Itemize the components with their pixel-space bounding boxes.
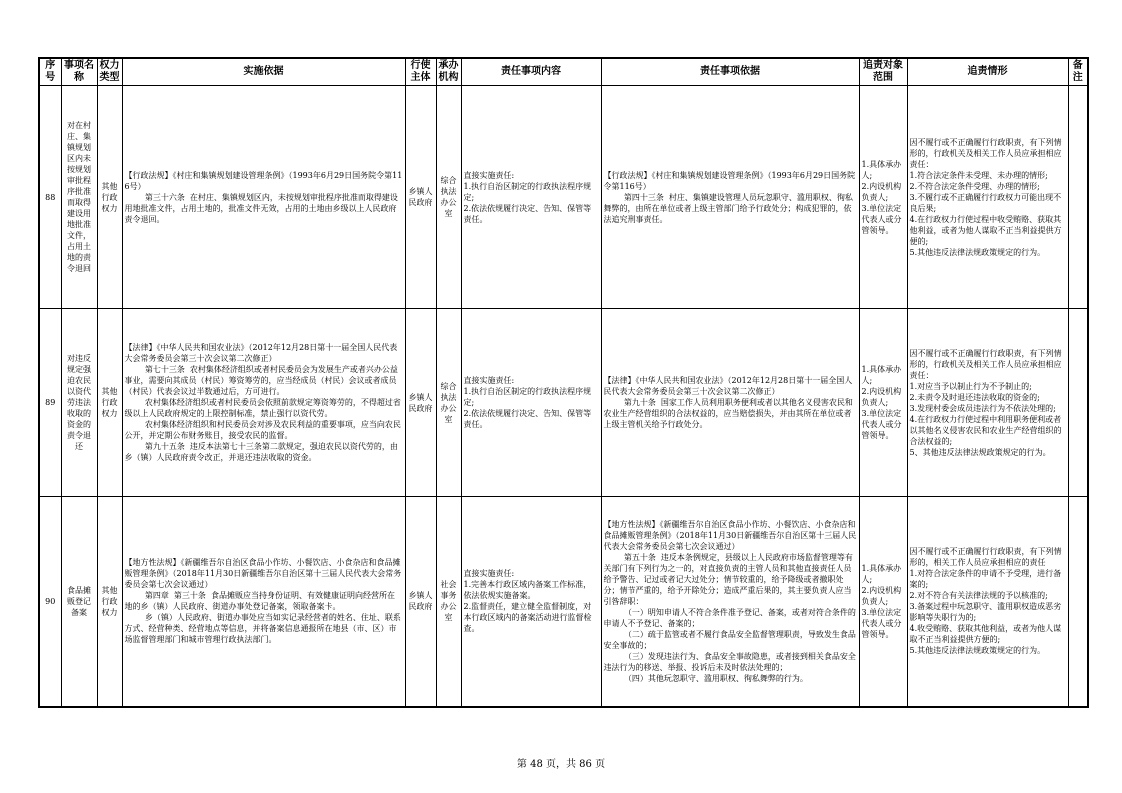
duty-basis-text: 【地方性法规】《新疆维吾尔自治区食品小作坊、小餐饮店、小食杂店和食品摊贩管理条例》（2018年11月30日新疆维吾尔自治区第十三届人民代表大会常务委员会第七次会议通过） 第五十条 违反本条例规定，县级以上人民政府市场监督管理等有关部门有下列行为之一的，对直接负责的主管人员和其他直接责任人员给予警告、记过或者记大过处分；情节较重的，给予降级或者撤职处分；情节严重的，给予开除处分；造成严重后果的，其主要负责人应当引咎辞职： （一）明知申请人不符合条件准予登记、备案，或者对符合条件的申请人不予登记、备案的； （二）疏于监管或者不履行食品安全监督管理职责，导致发生食品安全事故的； （三）发现违法行为、食品安全事故隐患，或者接到相关食品安全违法行为的移送、举报、投诉后未及时依法处理的； （四）其他玩忽职守、滥用职权、徇私舞弊的行为。 <box>603 519 857 683</box>
cell-name: 对在村庄、集镇规划区内未按规划审批程序批准而取得建设用地批准文件，占用土地的责令退回 <box>61 86 97 309</box>
cell-target <box>859 497 907 707</box>
duty-basis-text: 【法律】《中华人民共和国农业法》（2012年12月28日第十一届全国人民代表大会常务委员会第三十次会议第二次修正） 第九十条 国家工作人员利用职务便利或者以其他名义侵害农民和农业生产经营组织的合法权益的，应当赔偿损失，并由其所在单位或者上级主管机关给予行政处分。 <box>603 376 853 429</box>
responsibility-table <box>38 57 1089 708</box>
basis-text: 【法律】《中华人民共和国农业法》（2012年12月28日第十一届全国人民代表大会常务委员会第三十次会议第二次修正） 第七十三条 农村集体经济组织或者村民委员会为发展生产或者兴办公益事业，需要向其成员（村民）筹资筹劳的，应当经成员（村民）会议或者成员（村民）代表会议过半数通过后，方可进行。 农村集体经济组织或者村民委员会依照前款规定筹资筹劳的，不得超过省级以上人民政府规定的上限控制标准，禁止强行以资代劳。 农村集体经济组织和村民委员会对涉及农民利益的重要事项，应当向农民公开，并定期公布财务账目，接受农民的监督。 第九十五条 违反本法第七十三条第二款规定，强迫农民以资代劳的，由乡（镇）人民政府责令改正，并退还违法收取的资金。 <box>124 343 401 462</box>
cell-name: 食品摊贩登记备案 <box>61 497 97 707</box>
cell-duty-basis <box>601 86 859 309</box>
header-note: 备注 <box>1068 58 1088 86</box>
cell-basis <box>122 497 405 707</box>
duty-text: 直接实施责任: 1.执行自治区制定的行政执法程序规定; 2.依法依规履行决定、告知、保管等责任。 <box>463 170 592 224</box>
target-text: 1.具体承办人; 2.内设机构负责人; 3.单位法定代表人或分管领导。 <box>861 159 902 235</box>
cell-note <box>1068 309 1088 497</box>
header-seq: 序号 <box>39 58 61 86</box>
header-target: 追责对象范围 <box>859 58 907 86</box>
situation-text: 因不履行或不正确履行行政职责，有下列情形的，相关工作人员应承担相应的责任 1.对符合法定条件的申请不予受理，进行备案的; 2.对不符合有关法律法规的予以核准的; 3.备案过程中玩忽职守、滥用职权造成恶劣影响等失职行为的; 4.收受贿赂、获取其他利益，或者为他人谋取不正当利益提供方便的; 5.其他违反法律法规政策规定的行为。 <box>909 547 1062 656</box>
cell-subject: 乡镇人民政府 <box>405 497 436 707</box>
situation-text: 因不履行或不正确履行行政职责，有下列情形的，行政机关及相关工作人员应承担相应责任： 1.对应当予以制止行为不予制止的; 2.未责令及时退还违法收取的资金的; 3.发现村委会成员违法行为不依法处理的; 4.在行政权力行使过程中利用职务便利或者以其他名义侵害农民和农业生产经营组织的合法权益的; 5、其他违反法律法规政策规定的行为。 <box>909 348 1062 457</box>
header-basis: 实施依据 <box>122 58 405 86</box>
cell-type: 其他行政权力 <box>97 309 122 497</box>
header-row <box>39 58 1088 86</box>
cell-duty <box>461 309 601 497</box>
cell-duty-basis <box>601 309 859 497</box>
cell-type: 其他行政权力 <box>97 86 122 309</box>
header-duty: 责任事项内容 <box>461 58 601 86</box>
basis-text: 【地方性法规】《新疆维吾尔自治区食品小作坊、小餐饮店、小食杂店和食品摊贩管理条例》（2018年11月30日新疆维吾尔自治区第十三届人民代表大会常务委员会第七次会议通过） 第四章 第三十条 食品摊贩应当持身份证明、有效健康证明向经营所在地的乡（镇）人民政府、街道办事处登记备案，领取备案卡。 乡（镇）人民政府、街道办事处应当如实记录经营者的姓名、住址、联系方式、经营种类、经营地点等信息，并将备案信息通报所在地县（市、区）市场监督管理部门和城市管理行政执法部门。 <box>124 558 402 645</box>
header-subject: 行使主体 <box>405 58 436 86</box>
header-name: 事项名称 <box>61 58 97 86</box>
cell-subject: 乡镇人民政府 <box>405 309 436 497</box>
header-org: 承办机构 <box>436 58 461 86</box>
cell-seq: 88 <box>39 86 61 309</box>
cell-note <box>1068 86 1088 309</box>
cell-org: 综合执法办公室 <box>436 309 461 497</box>
cell-basis <box>122 86 405 309</box>
duty-text: 直接实施责任: 1.执行自治区制定的行政执法程序规定; 2.依法依规履行决定、告知、保管等责任。 <box>463 376 592 429</box>
target-text: 1.具体承办人; 2.内设机构负责人; 3.单位法定代表人或分管领导。 <box>861 563 902 639</box>
cell-basis <box>122 309 405 497</box>
cell-note <box>1068 497 1088 707</box>
cell-subject: 乡镇人民政府 <box>405 86 436 309</box>
cell-situation <box>907 86 1068 309</box>
situation-text: 因不履行或不正确履行行政职责，有下列情形的，行政机关及相关工作人员应承担相应责任： 1.符合法定条件未受理、未办理的情形; 2.不符合法定条件受理、办理的情形; 3.不履行或不正确履行行政权力可能出现不良后果; 4.在行政权力行使过程中收受贿赂、获取其他利益，或者为他人谋取不正当利益提供方便的; 5.其他违反法律法规政策规定的行为。 <box>909 137 1062 257</box>
cell-situation <box>907 309 1068 497</box>
cell-duty <box>461 86 601 309</box>
table-row <box>39 86 1088 309</box>
cell-name: 对违反规定强迫农民以资代劳违法收取的资金的责令退还 <box>61 309 97 497</box>
cell-org: 社会事务办公室 <box>436 497 461 707</box>
table-row <box>39 309 1088 497</box>
duty-text: 直接实施责任: 1.完善本行政区域内备案工作标准，依法依规实施备案。 2.监督责任，建立健全监督制度，对本行政区域内的备案活动进行监督检查。 <box>463 569 592 634</box>
cell-situation <box>907 497 1068 707</box>
table-row <box>39 497 1088 707</box>
page-footer: 第 48 页，共 86 页 <box>516 759 606 770</box>
duty-basis-text: 【行政法规】《村庄和集镇规划建设管理条例》（1993年6月29日国务院令第116号） 第四十三条 村庄、集镇建设管理人员玩忽职守、滥用职权、徇私舞弊的，由所在单位或者上级主管部门给予行政处分；构成犯罪的，依法追究刑事责任。 <box>603 170 856 224</box>
header-type: 权力类型 <box>97 58 122 86</box>
cell-target <box>859 309 907 497</box>
cell-seq: 89 <box>39 309 61 497</box>
cell-duty <box>461 497 601 707</box>
cell-seq: 90 <box>39 497 61 707</box>
basis-text: 【行政法规】《村庄和集镇规划建设管理条例》（1993年6月29日国务院令第116号） 第三十六条 在村庄、集镇规划区内，未按规划审批程序批准而取得建设用地批准文件，占用土地的，批准文件无效，占用的土地由乡级以上人民政府责令退回。 <box>124 170 403 224</box>
cell-duty-basis <box>601 497 859 707</box>
header-duty-basis: 责任事项依据 <box>601 58 859 86</box>
target-text: 1.具体承办人; 2.内设机构负责人; 3.单位法定代表人或分管领导。 <box>861 365 902 440</box>
cell-org: 综合执法办公室 <box>436 86 461 309</box>
cell-target <box>859 86 907 309</box>
header-situation: 追责情形 <box>907 58 1068 86</box>
cell-type: 其他行政权力 <box>97 497 122 707</box>
